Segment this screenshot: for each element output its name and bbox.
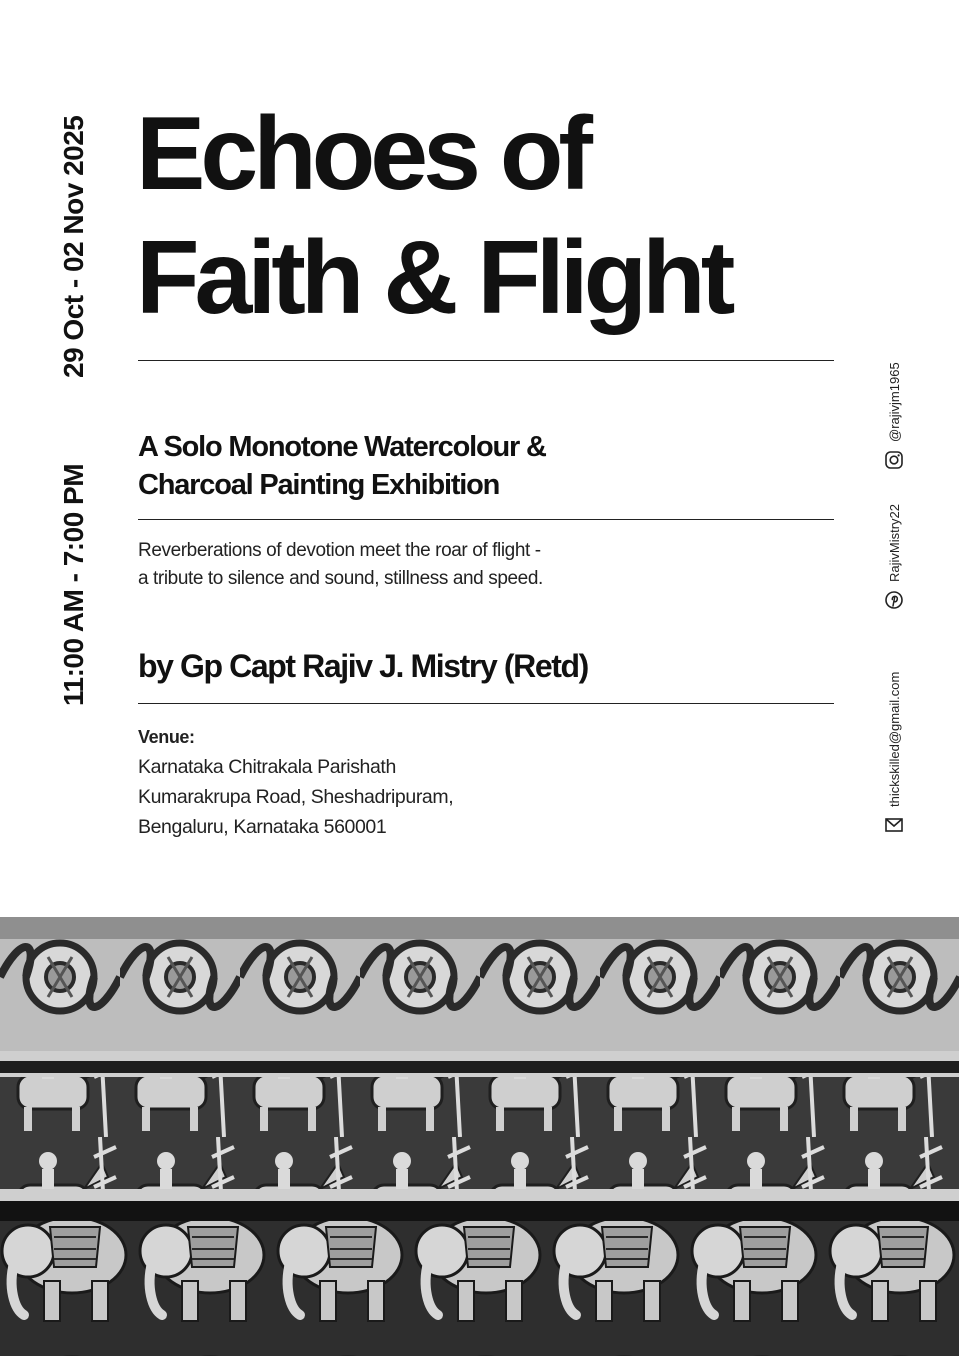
subtitle-line-1: A Solo Monotone Watercolour & bbox=[138, 431, 546, 463]
instagram-contact[interactable] bbox=[884, 362, 904, 470]
divider-1 bbox=[138, 360, 834, 361]
pinterest-icon bbox=[884, 590, 904, 610]
pinterest-contact[interactable] bbox=[884, 504, 904, 610]
tagline bbox=[138, 537, 828, 593]
event-hours: 11:00 AM - 7:00 PM bbox=[58, 463, 89, 706]
venue-line-3: Bengaluru, Karnataka 560001 bbox=[138, 816, 387, 838]
instagram-handle: @rajivjm1965 bbox=[886, 362, 902, 442]
divider-2 bbox=[138, 519, 834, 520]
subtitle-line-2: Charcoal Painting Exhibition bbox=[138, 469, 500, 501]
pinterest-handle: RajivMistry22 bbox=[886, 503, 902, 582]
tagline-line-1: Reverberations of devotion meet the roar of flight - bbox=[138, 540, 541, 561]
contact-strip bbox=[884, 360, 912, 840]
poster-title bbox=[136, 92, 856, 340]
temple-frieze-artwork bbox=[0, 917, 959, 1356]
venue-line-1: Karnataka Chitrakala Parishath bbox=[138, 756, 396, 778]
venue-block bbox=[138, 722, 453, 842]
title-line-2: Faith & Flight bbox=[136, 220, 731, 336]
instagram-icon bbox=[884, 450, 904, 470]
email-contact[interactable] bbox=[884, 672, 904, 835]
divider-3 bbox=[138, 703, 834, 704]
tagline-line-2: a tribute to silence and sound, stillness and speed. bbox=[138, 568, 543, 589]
email-address: thickskilled@gmail.com bbox=[886, 671, 902, 807]
title-line-1: Echoes of bbox=[136, 96, 588, 212]
exhibition-subtitle bbox=[138, 428, 828, 504]
event-dates: 29 Oct - 02 Nov 2025 bbox=[58, 115, 89, 378]
artist-byline: by Gp Capt Rajiv J. Mistry (Retd) bbox=[138, 648, 588, 684]
mail-icon bbox=[884, 815, 904, 835]
venue-label: Venue: bbox=[138, 727, 195, 747]
venue-line-2: Kumarakrupa Road, Sheshadripuram, bbox=[138, 786, 454, 808]
